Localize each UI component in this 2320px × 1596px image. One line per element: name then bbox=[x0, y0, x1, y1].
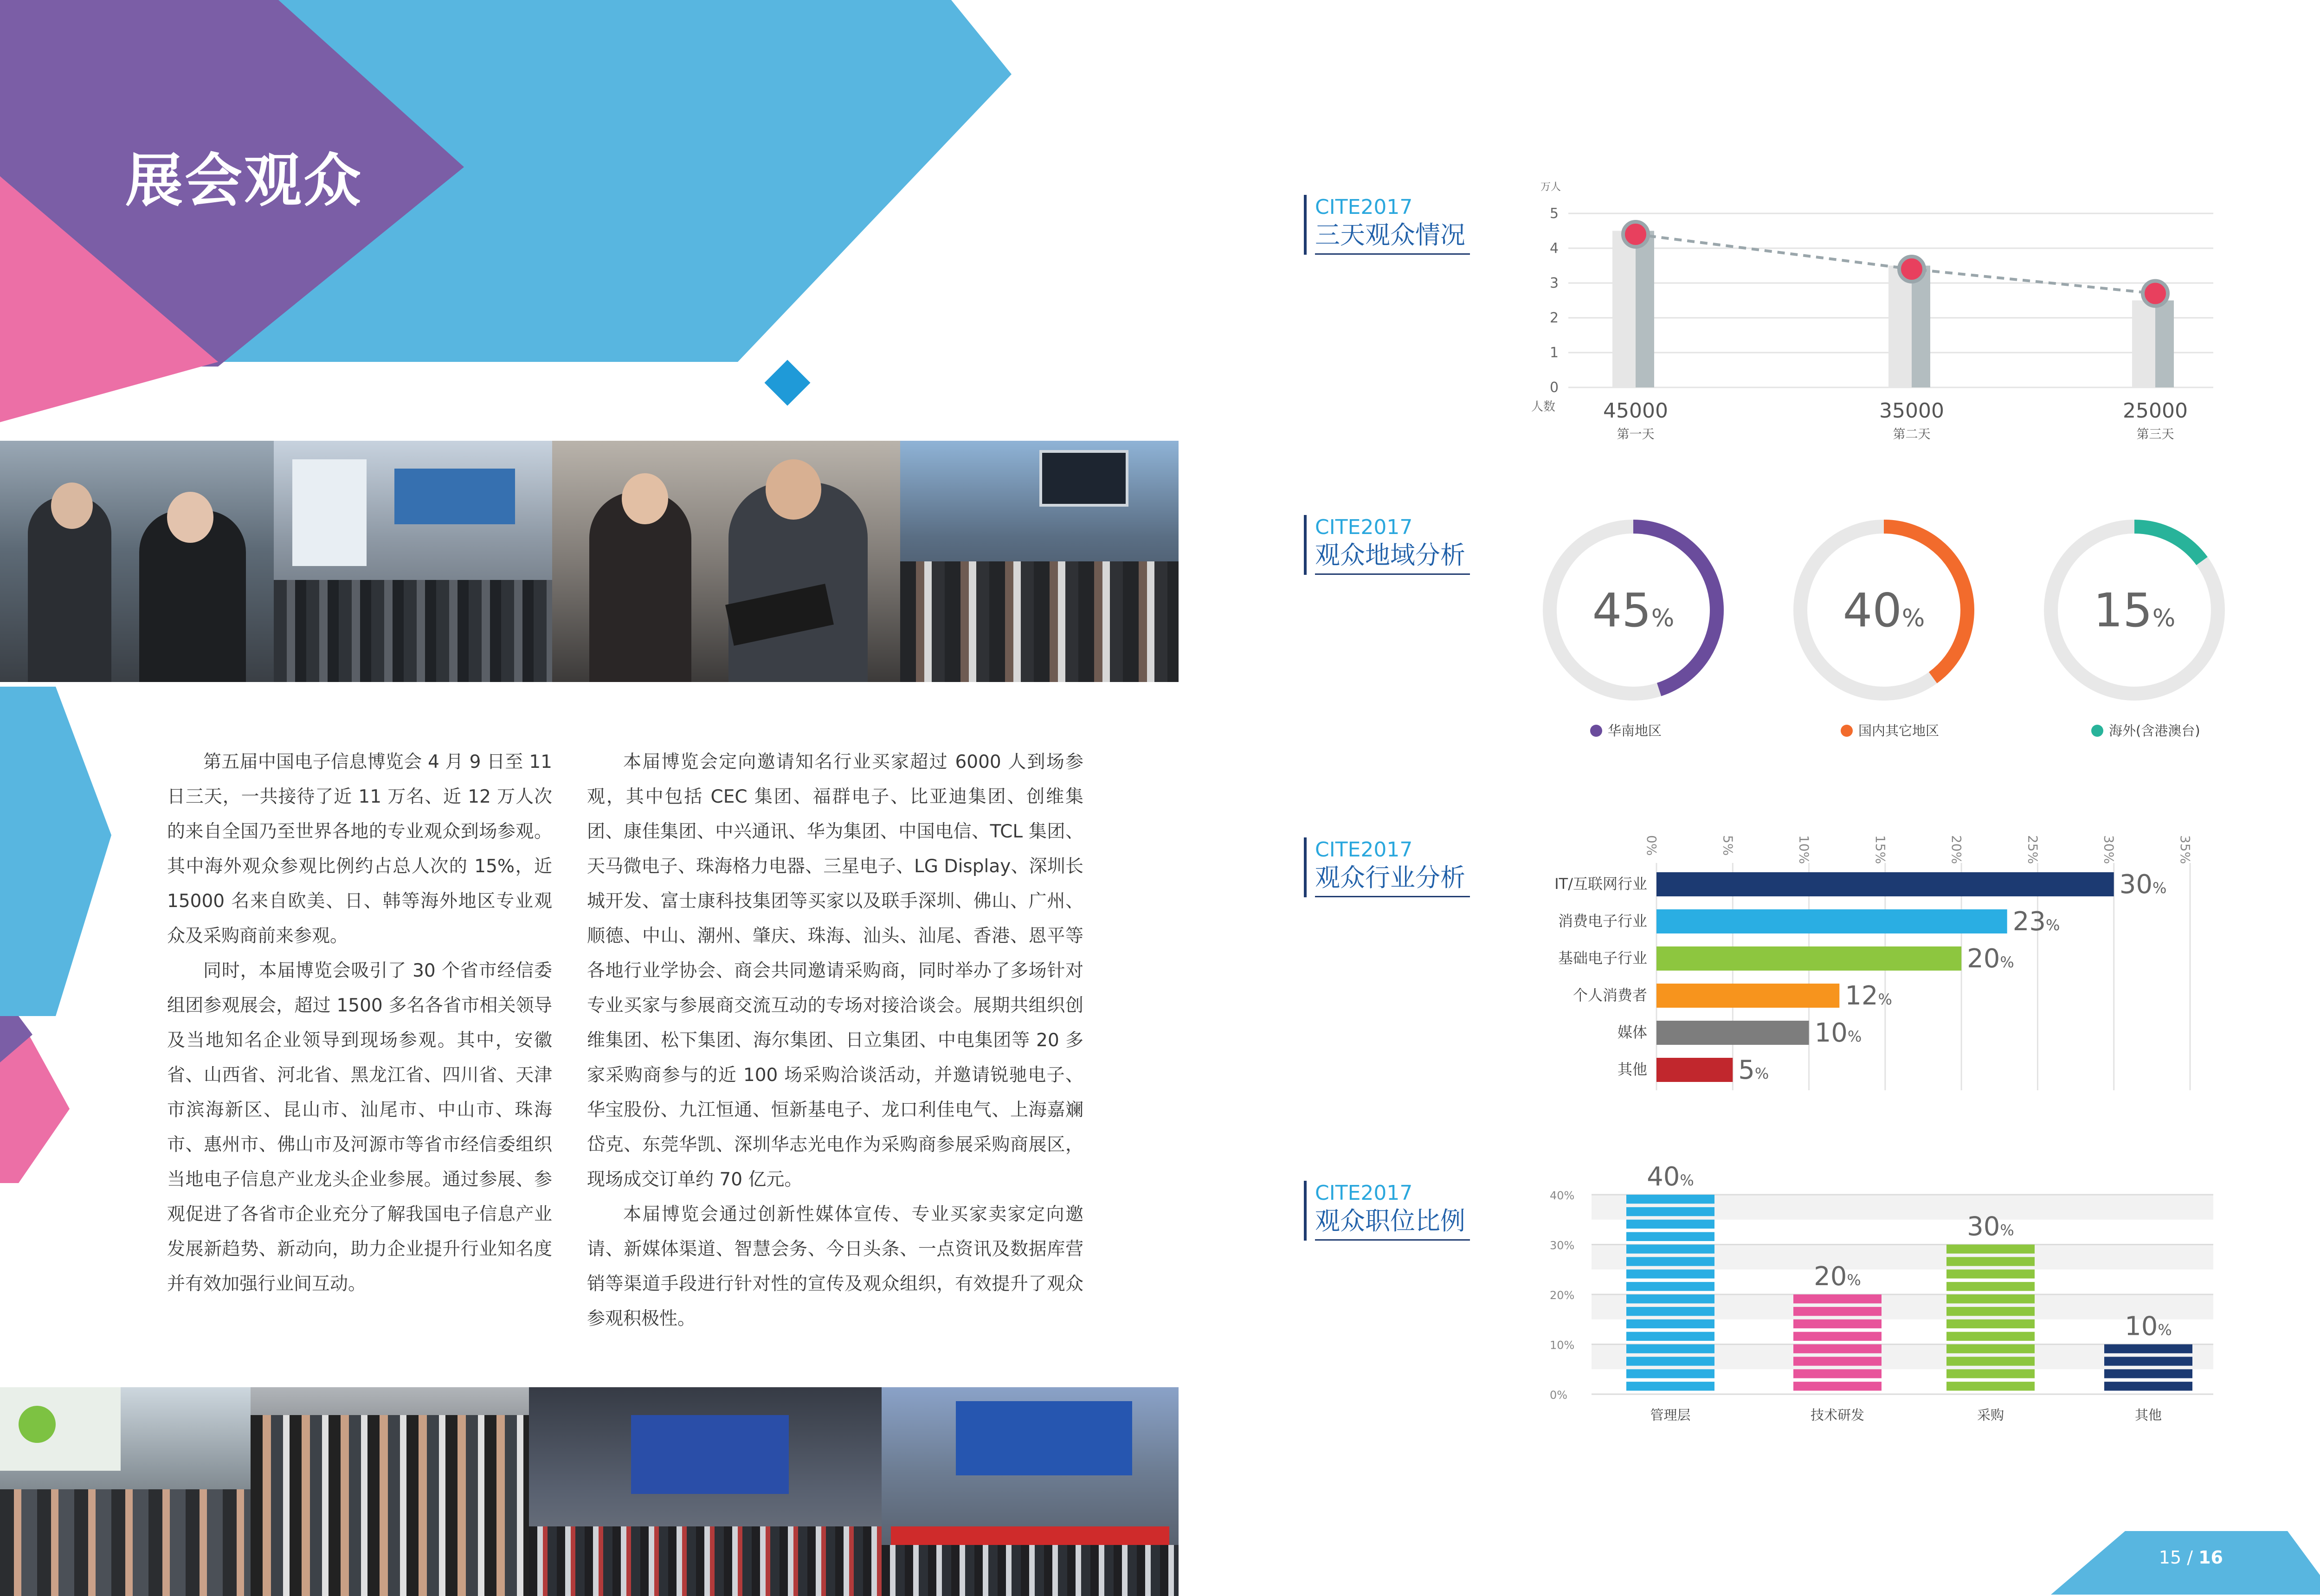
bar-segment bbox=[1626, 1232, 1714, 1241]
value-label: 5% bbox=[1738, 1055, 1769, 1085]
bar-segment bbox=[1793, 1294, 1882, 1303]
y-tick-label: 5 bbox=[1550, 206, 1559, 222]
bar-light bbox=[1888, 266, 1912, 388]
value-label: 30% bbox=[1967, 1211, 2014, 1242]
category-label: 媒体 bbox=[1617, 1023, 1647, 1041]
section-label-daily bbox=[1304, 195, 1470, 255]
x-tick-label: 25% bbox=[2025, 835, 2041, 864]
value-label: 25000 bbox=[2123, 399, 2188, 423]
value-label: 20% bbox=[1814, 1261, 1861, 1292]
data-point bbox=[2143, 281, 2168, 306]
bar-segment bbox=[1793, 1332, 1882, 1341]
page-number bbox=[2159, 1547, 2223, 1568]
category-label: 管理层 bbox=[1650, 1407, 1691, 1423]
value-label: 10% bbox=[2125, 1311, 2172, 1342]
bar-segment bbox=[1946, 1294, 2035, 1303]
x-tick-label: 20% bbox=[1949, 835, 1965, 864]
page-current: 15 bbox=[2159, 1547, 2182, 1568]
bar-segment bbox=[1626, 1269, 1714, 1278]
value-label: 20% bbox=[1967, 944, 2014, 974]
bar-segment bbox=[2104, 1357, 2192, 1365]
category-label: IT/互联网行业 bbox=[1554, 875, 1647, 893]
bar-segment bbox=[1946, 1332, 2035, 1341]
bar-segment bbox=[1626, 1294, 1714, 1303]
bar-segment bbox=[1793, 1345, 1882, 1353]
x-tick-label: 15% bbox=[1872, 835, 1888, 864]
bar-segment bbox=[1626, 1382, 1714, 1390]
region-donut-chart bbox=[1517, 506, 2241, 747]
y-tick-label: 0 bbox=[1550, 380, 1559, 396]
data-point bbox=[1623, 222, 1648, 247]
section-title: 观众行业分析 bbox=[1315, 862, 1470, 897]
bar-segment bbox=[1793, 1319, 1882, 1328]
y-tick-label: 0% bbox=[1550, 1389, 1568, 1402]
y-tick-label: 4 bbox=[1550, 240, 1559, 257]
section-tag: CITE2017 bbox=[1315, 1181, 1413, 1205]
bar-segment bbox=[1626, 1357, 1714, 1365]
bar-segment bbox=[1946, 1245, 2035, 1254]
bar-segment bbox=[2104, 1382, 2192, 1390]
legend-dot bbox=[2091, 725, 2103, 737]
legend-label: 华南地区 bbox=[1608, 723, 1662, 739]
photo-crowd-2 bbox=[251, 1387, 529, 1596]
bar bbox=[1656, 946, 1961, 971]
paragraph: 第五届中国电子信息博览会 4 月 9 日至 11 日三天，一共接待了近 11 万名、近 12 万人次的来自全国乃至世界各地的专业观众到场参观。其中海外观众参观比例约占总人次的 15%，近 15000 名来自欧美、日、韩等海外地区专业观众及采购商前来参观。 bbox=[167, 752, 552, 946]
bar-light bbox=[1612, 231, 1636, 388]
x-tick-label: 35% bbox=[2178, 835, 2193, 864]
value-label: 45000 bbox=[1603, 399, 1668, 423]
bar-segment bbox=[1626, 1282, 1714, 1291]
diamond-shape bbox=[765, 360, 811, 406]
bar bbox=[1656, 1021, 1809, 1045]
x-tick-label: 第二天 bbox=[1893, 427, 1931, 442]
category-label: 其他 bbox=[1617, 1061, 1647, 1078]
y-tick-label: 10% bbox=[1550, 1339, 1575, 1352]
section-title: 三天观众情况 bbox=[1315, 220, 1470, 255]
category-label: 其他 bbox=[2134, 1407, 2162, 1423]
position-bar-chart bbox=[1531, 1151, 2227, 1438]
bar-segment bbox=[1946, 1369, 2035, 1378]
bar-segment bbox=[1626, 1369, 1714, 1378]
paragraph: 本届博览会定向邀请知名行业买家超过 6000 人到场参观，其中包括 CEC 集团、福群电子、比亚迪集团、创维集团、康佳集团、中兴通讯、华为集团、中国电信、TCL 集团、天马微电子、珠海格力电器、三星电子、LG Display、深圳长城开发、富士康科技集团等买家以及联手深圳、佛山、广州、顺德、中山、潮州、肇庆、珠海、汕头、汕尾、香港、恩平等各地行业学协会、商会共同邀请采购商，同时举办了多场针对专业买家与参展商交流互动的专场对接洽谈会。展期共组织创维集团、松下集团、海尔集团、日立集团、中电集团等 20 多家采购商参与的近 100 场采购洽谈活动，并邀请锐驰电子、华宝股份、九江恒通、恒新基电子、龙口利佳电气、上海嘉斓岱克、东莞华凯、深圳华志光电作为采购商参展采购商展区，现场成交订单约 70 亿元。 bbox=[587, 752, 1083, 1190]
page-title: 展会观众 bbox=[125, 148, 363, 214]
category-label: 采购 bbox=[1977, 1407, 2004, 1423]
category-label: 技术研发 bbox=[1810, 1407, 1865, 1423]
bar-segment bbox=[1793, 1357, 1882, 1365]
photo-group-banner bbox=[882, 1387, 1179, 1596]
photo-exhibition-hall bbox=[274, 441, 552, 682]
bar-segment bbox=[2104, 1369, 2192, 1378]
section-label-position bbox=[1304, 1181, 1470, 1241]
section-label-industry bbox=[1304, 837, 1470, 897]
section-label-region bbox=[1304, 515, 1470, 575]
bar-segment bbox=[1626, 1332, 1714, 1341]
section-title: 观众地域分析 bbox=[1315, 540, 1470, 575]
y-tick-label: 3 bbox=[1550, 275, 1559, 291]
bar-segment bbox=[1946, 1282, 2035, 1291]
bar bbox=[1656, 909, 2007, 933]
value-label: 30% bbox=[2119, 869, 2167, 900]
photo-visitors-2 bbox=[0, 1387, 251, 1596]
bar-segment bbox=[1793, 1382, 1882, 1390]
value-label: 23% bbox=[2012, 907, 2060, 937]
bar-segment bbox=[1946, 1319, 2035, 1328]
bar-dark bbox=[2155, 301, 2174, 388]
daily-visitors-chart bbox=[1531, 176, 2227, 455]
body-text-left bbox=[167, 745, 552, 1301]
category-label: 基础电子行业 bbox=[1558, 949, 1647, 967]
bar-segment bbox=[1946, 1257, 2035, 1266]
value-label: 12% bbox=[1845, 981, 1892, 1011]
bar-segment bbox=[1946, 1382, 2035, 1390]
data-point bbox=[1899, 257, 1924, 282]
bar-segment bbox=[1946, 1357, 2035, 1365]
paragraph: 同时，本届博览会吸引了 30 个省市经信委组团参观展会，超过 1500 多名各省市相关领导及当地知名企业领导到现场参观。其中，安徽省、山西省、河北省、黑龙江省、四川省、天津市滨海新区、昆山市、汕尾市、中山市、珠海市、惠州市、佛山市及河源市等省市经信委组织当地电子信息产业龙头企业参展。通过参展、参观促进了各省市企业充分了解我国电子信息产业发展新趋势、新动向，助力企业提升行业知名度并有效加强行业间互动。 bbox=[167, 960, 552, 1294]
bar-dark bbox=[1912, 266, 1930, 388]
page-total: 16 bbox=[2198, 1547, 2223, 1568]
section-tag: CITE2017 bbox=[1315, 195, 1413, 219]
x-tick-label: 5% bbox=[1720, 835, 1736, 856]
value-label: 10% bbox=[1814, 1018, 1862, 1048]
x-tick-label: 第三天 bbox=[2136, 427, 2174, 442]
bar-segment bbox=[1626, 1319, 1714, 1328]
industry-bar-chart bbox=[1531, 817, 2227, 1095]
unit-label: 万人 bbox=[1540, 181, 1561, 193]
body-text-right bbox=[587, 745, 1083, 1336]
value-label: 35000 bbox=[1879, 399, 1944, 423]
bar-segment bbox=[1793, 1369, 1882, 1378]
left-blue-arrow-shape bbox=[0, 687, 111, 1016]
page-sep: / bbox=[2181, 1547, 2199, 1568]
bar-segment bbox=[1626, 1245, 1714, 1254]
bar-segment bbox=[1793, 1307, 1882, 1316]
legend-label: 海外(含港澳台) bbox=[2109, 723, 2200, 739]
photo-group-stage bbox=[529, 1387, 882, 1596]
bar-segment bbox=[1626, 1307, 1714, 1316]
y-tick-label: 2 bbox=[1550, 310, 1559, 326]
bar-dark bbox=[1636, 231, 1654, 388]
x-tick-label: 0% bbox=[1644, 835, 1659, 856]
category-label: 个人消费者 bbox=[1572, 986, 1647, 1004]
y-axis-label: 人数 bbox=[1531, 400, 1556, 414]
bar-segment bbox=[1946, 1345, 2035, 1353]
donut-value: 40% bbox=[1843, 583, 1925, 637]
x-tick-label: 30% bbox=[2101, 835, 2117, 864]
bar-segment bbox=[1946, 1307, 2035, 1316]
section-title: 观众职位比例 bbox=[1315, 1206, 1470, 1241]
section-tag: CITE2017 bbox=[1315, 515, 1413, 539]
value-label: 40% bbox=[1647, 1162, 1694, 1192]
y-tick-label: 40% bbox=[1550, 1189, 1575, 1202]
category-label: 消费电子行业 bbox=[1558, 912, 1647, 930]
y-tick-label: 20% bbox=[1550, 1289, 1575, 1302]
bar-segment bbox=[1626, 1257, 1714, 1266]
donut-value: 15% bbox=[2093, 583, 2176, 637]
bar-segment bbox=[1626, 1195, 1714, 1203]
bar bbox=[1656, 984, 1839, 1008]
bar bbox=[1656, 1058, 1733, 1082]
bar-segment bbox=[1946, 1269, 2035, 1278]
photo-crowd-booth bbox=[900, 441, 1179, 682]
section-tag: CITE2017 bbox=[1315, 838, 1413, 862]
paragraph: 本届博览会通过创新性媒体宣传、专业买家卖家定向邀请、新媒体渠道、智慧会务、今日头条、一点资讯及数据库营销等渠道手段进行针对性的宣传及观众组织，有效提升了观众参观积极性。 bbox=[587, 1204, 1083, 1329]
bar-light bbox=[2132, 301, 2155, 388]
legend-dot bbox=[1841, 725, 1853, 737]
bar-segment bbox=[1626, 1220, 1714, 1229]
bar bbox=[1656, 872, 2114, 896]
donut-segment bbox=[2134, 527, 2202, 561]
y-tick-label: 1 bbox=[1550, 345, 1559, 361]
bar-segment bbox=[2104, 1345, 2192, 1353]
x-tick-label: 第一天 bbox=[1617, 427, 1655, 442]
x-tick-label: 10% bbox=[1796, 835, 1812, 864]
bar-segment bbox=[1626, 1345, 1714, 1353]
legend-label: 国内其它地区 bbox=[1858, 723, 1940, 739]
legend-dot bbox=[1590, 725, 1602, 737]
donut-value: 45% bbox=[1592, 583, 1675, 637]
bar-segment bbox=[1626, 1207, 1714, 1216]
photo-visitors-1 bbox=[0, 441, 274, 682]
photo-business-meeting bbox=[552, 441, 900, 682]
y-tick-label: 30% bbox=[1550, 1239, 1575, 1252]
